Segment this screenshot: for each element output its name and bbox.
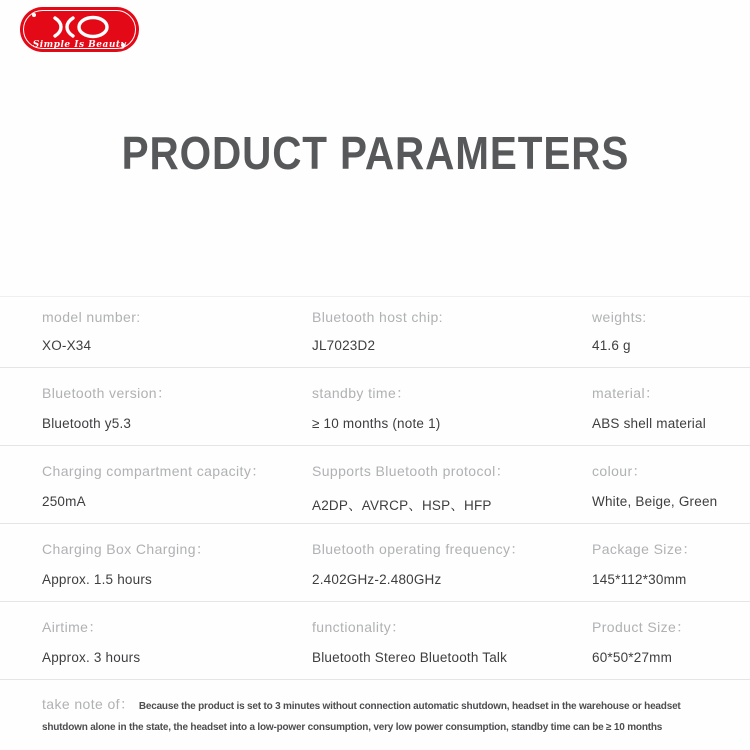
spec-label: Product Size： — [592, 619, 691, 635]
spec-label: weights: — [592, 309, 647, 325]
spec-value: 2.402GHz-2.480GHz — [312, 572, 442, 587]
spec-label: Charging compartment capacity： — [42, 463, 266, 479]
spec-value: Bluetooth Stereo Bluetooth Talk — [312, 650, 508, 665]
spec-label: functionality： — [312, 619, 406, 635]
spec-row-5 — [0, 602, 750, 680]
logo-tagline: Simple Is Beauty — [32, 40, 127, 50]
spec-label: Supports Bluetooth protocol： — [312, 463, 510, 479]
spec-value: 60*50*27mm — [592, 650, 673, 665]
brand-name — [111, 15, 112, 16]
spec-cell-material — [592, 383, 736, 445]
spec-cell-bluetooth-protocol — [312, 461, 592, 523]
spec-value: Bluetooth y5.3 — [42, 416, 132, 431]
spec-cell-colour — [592, 461, 736, 523]
spec-value: JL7023D2 — [312, 338, 376, 353]
spec-cell-functionality — [312, 617, 592, 679]
footnote-text: Because the product is set to 3 minutes without connection automatic shutdown, headset in the warehouse or headset shutdown alone in the state, the headset into a low-power consumption, very low power consumption, standby time can be ≥ 10 months — [42, 701, 681, 733]
spec-value: 250mA — [42, 494, 86, 509]
spec-cell-bluetooth-version — [42, 383, 312, 445]
spec-cell-charging-capacity — [42, 461, 312, 523]
spec-row-2 — [0, 368, 750, 446]
spec-value: Approx. 1.5 hours — [42, 572, 152, 587]
spec-value: White, Beige, Green — [592, 494, 718, 509]
spec-value: A2DP、AVRCP、HSP、HFP — [312, 498, 492, 513]
page-title: PRODUCT PARAMETERS — [121, 127, 629, 179]
spec-label: Charging Box Charging： — [42, 541, 211, 557]
spec-value: XO-X34 — [42, 338, 92, 353]
spec-table — [0, 296, 750, 680]
spec-cell-weights — [592, 309, 736, 367]
spec-cell-product-size — [592, 617, 736, 679]
spec-row-3 — [0, 446, 750, 524]
spec-cell-box-charging — [42, 539, 312, 601]
spec-cell-standby-time — [312, 383, 592, 445]
spec-value: 41.6 g — [592, 338, 631, 353]
xo-brand-logo — [20, 7, 139, 52]
spec-label: Bluetooth version： — [42, 385, 172, 401]
spec-value: ≥ 10 months (note 1) — [312, 416, 441, 431]
spec-value: 145*112*30mm — [592, 572, 687, 587]
spec-label: standby time： — [312, 385, 411, 401]
spec-value: ABS shell material — [592, 416, 706, 431]
footnote — [0, 687, 750, 737]
spec-label: material： — [592, 385, 660, 401]
spec-row-4 — [0, 524, 750, 602]
spec-label: Airtime： — [42, 619, 103, 635]
spec-cell-host-chip — [312, 309, 592, 367]
spec-label: Bluetooth host chip: — [312, 309, 443, 325]
spec-cell-operating-frequency — [312, 539, 592, 601]
spec-label: colour： — [592, 463, 647, 479]
spec-cell-airtime — [42, 617, 312, 679]
spec-label: Package Size： — [592, 541, 697, 557]
spec-value: Approx. 3 hours — [42, 650, 141, 665]
spec-cell-model-number — [42, 309, 312, 367]
spec-label: model number: — [42, 309, 141, 325]
spec-label: Bluetooth operating frequency： — [312, 541, 525, 557]
spec-row-1 — [0, 297, 750, 368]
footnote-label: take note of： — [42, 696, 135, 712]
spec-cell-package-size — [592, 539, 736, 601]
